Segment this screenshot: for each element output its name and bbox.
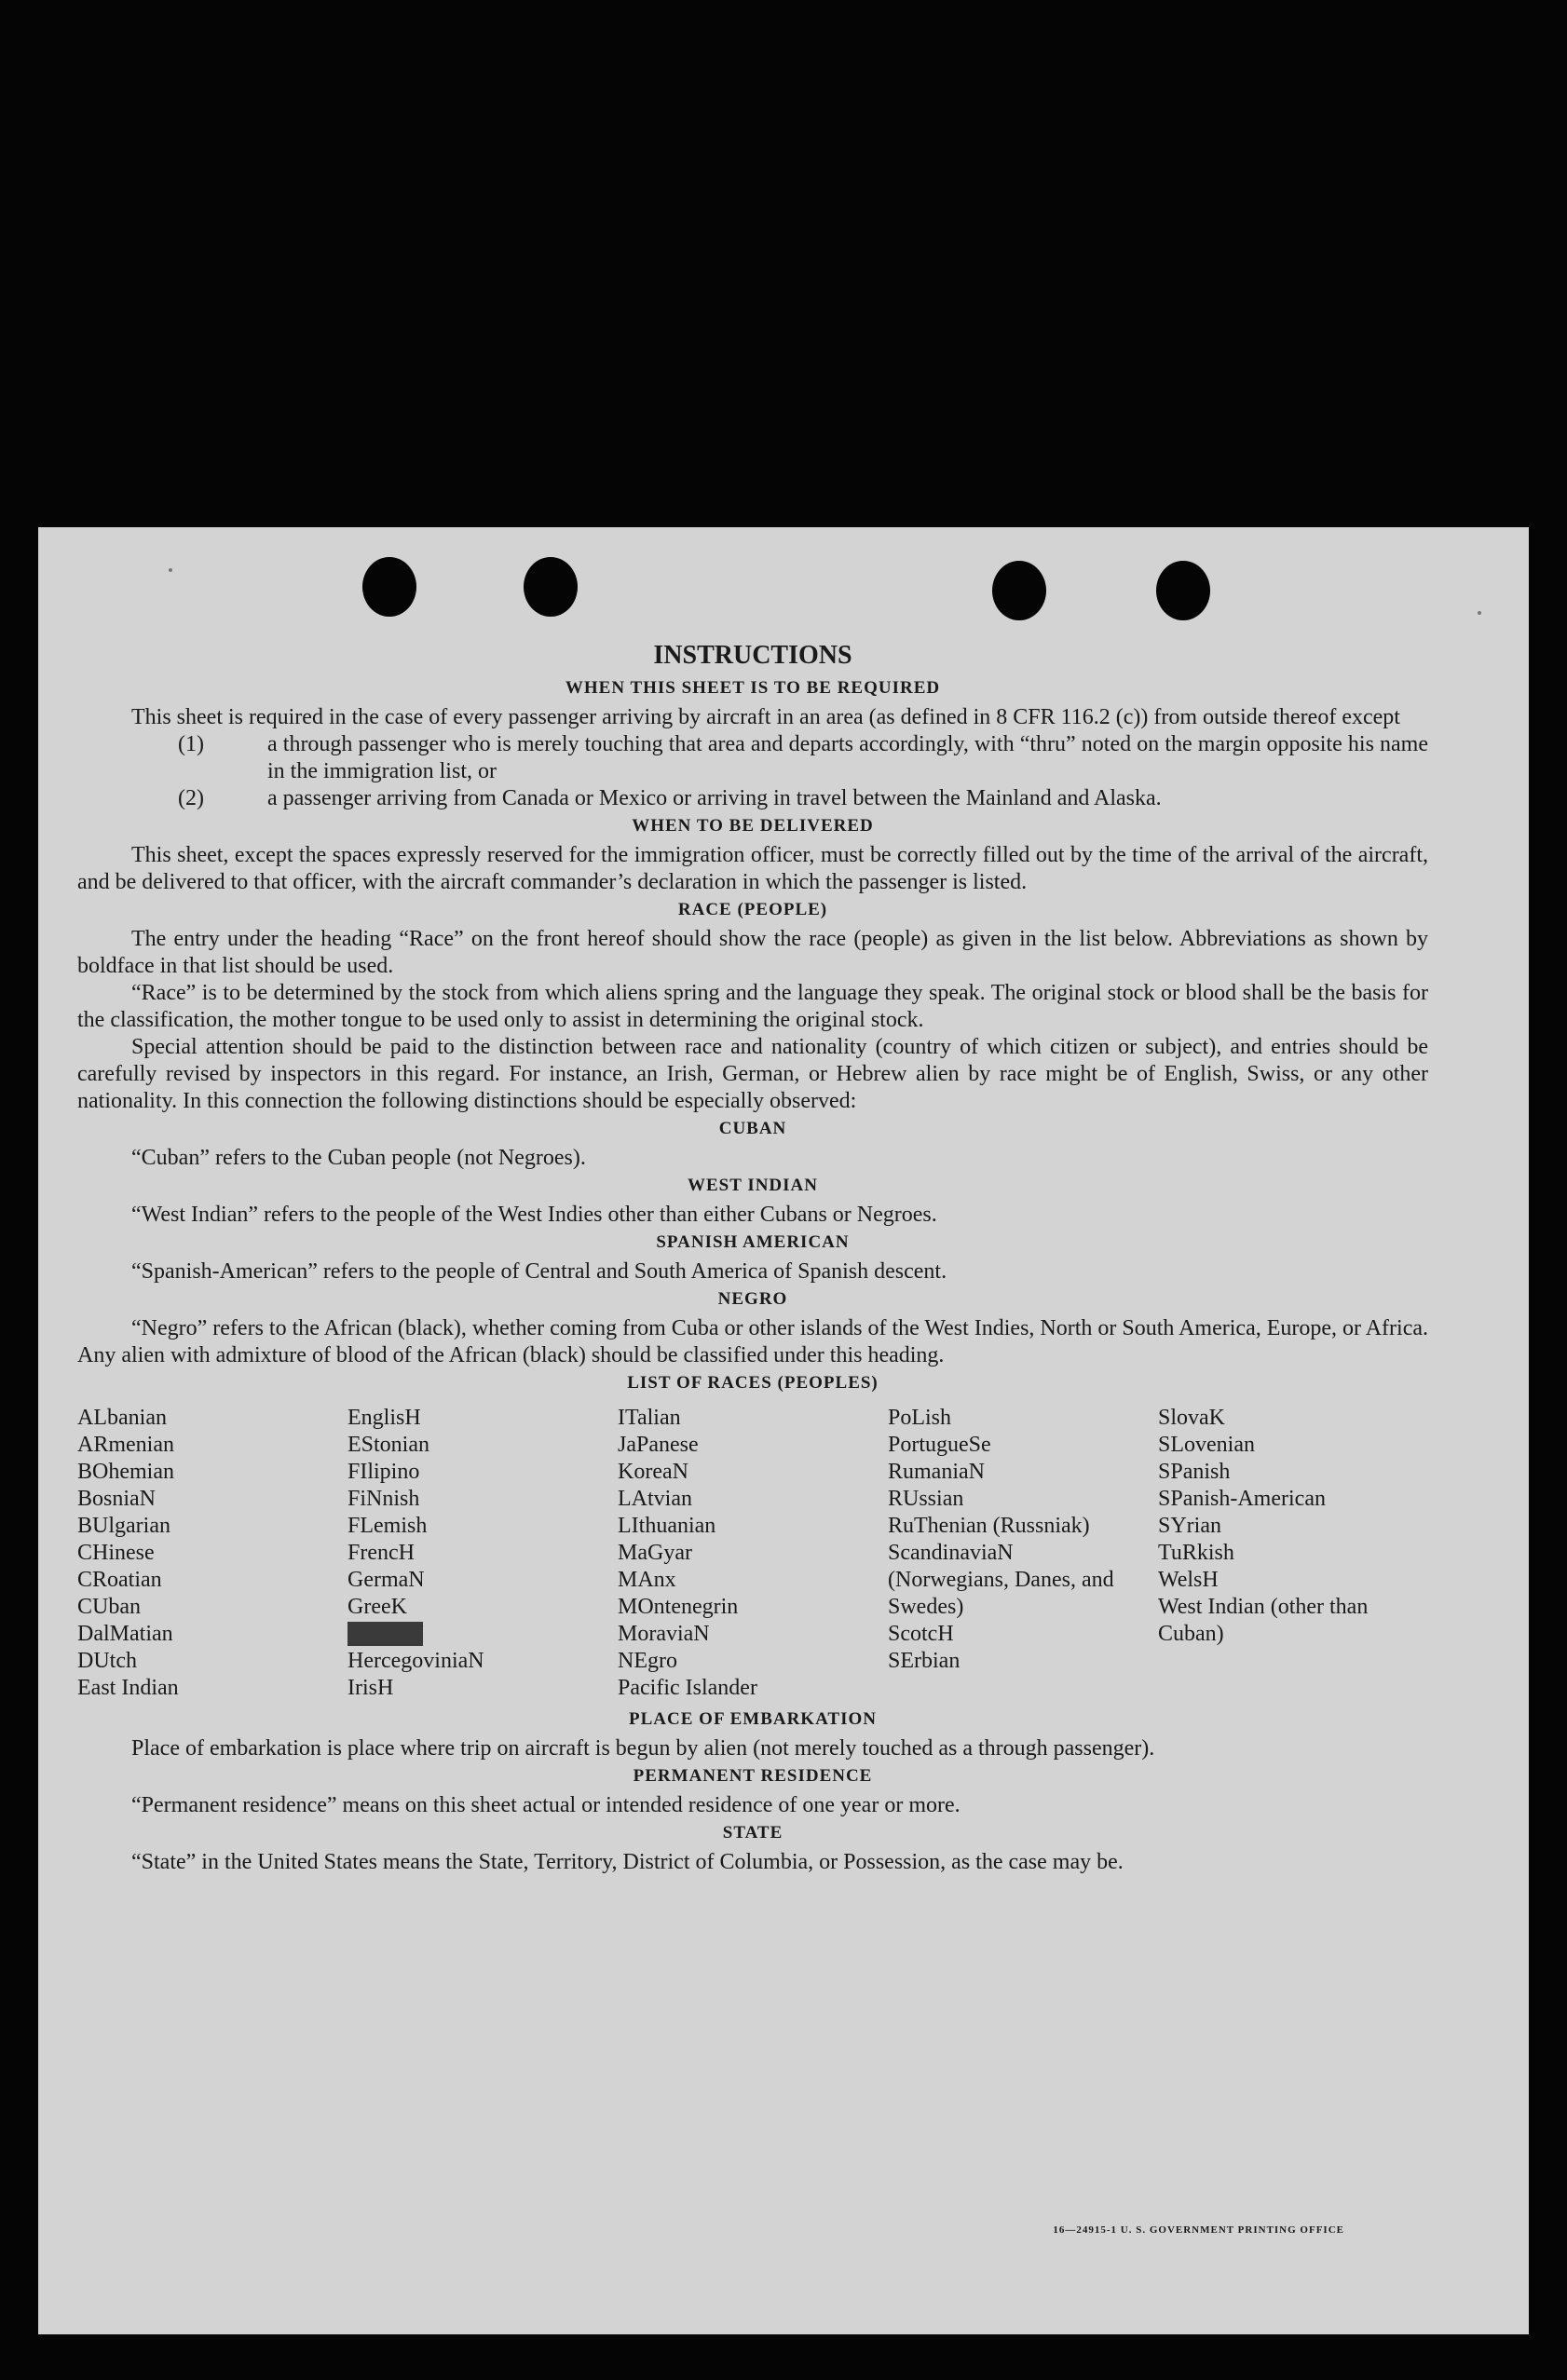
race-entry: MaGyar: [618, 1541, 692, 1565]
race-entry: Pacific Islander: [618, 1676, 757, 1700]
race-entry: West Indian (other than Cuban): [1158, 1595, 1369, 1646]
race-entry: IrisH: [347, 1676, 394, 1700]
cuban-text: “Cuban” refers to the Cuban people (not Negroes).: [131, 1146, 586, 1170]
race-entry-redacted: HebreW: [347, 1622, 424, 1646]
race-entry: SPanish-American: [1158, 1487, 1326, 1511]
print-code: 16—24915-1 U. S. GOVERNMENT PRINTING OFFICE: [1053, 2224, 1344, 2236]
race-entry: EStonian: [347, 1433, 429, 1457]
race-entry: KoreaN: [618, 1460, 688, 1484]
embarkation-text: Place of embarkation is place where trip on aircraft is begun by alien (not merely touched as a through passenger).: [131, 1736, 1155, 1761]
race-paragraph-1: The entry under the heading “Race” on the front hereof should show the race (people) as given in the list below. Abbreviations as shown by boldface in that list should be used.: [77, 927, 1428, 978]
heading-state: STATE: [722, 1823, 784, 1843]
item-number: (2): [178, 786, 204, 810]
punch-hole: [992, 561, 1046, 620]
race-entry: SlovaK: [1158, 1406, 1225, 1430]
heading-list-of-races: LIST OF RACES (PEOPLES): [627, 1373, 879, 1393]
race-entry: SPanish: [1158, 1460, 1231, 1484]
exception-item-1: [77, 731, 1428, 785]
race-entry: East Indian: [77, 1676, 179, 1700]
when-delivered-text: This sheet, except the spaces expressly reserved for the immigration officer, must be correctly filled out by the time of the arrival of the aircraft, and be delivered to that officer, with the aircraft commander’s declaration in which the passenger is listed.: [77, 843, 1428, 894]
races-column-1: [77, 1405, 347, 1702]
race-entry: EnglisH: [347, 1406, 421, 1430]
race-paragraph-2: “Race” is to be determined by the stock from which aliens spring and the language they speak. The original stock or blood shall be the basis for the classification, the mother tongue to be used only to assist in determining the original stock.: [77, 981, 1428, 1032]
race-entry: PoLish: [888, 1406, 952, 1430]
races-column-4: [888, 1405, 1158, 1702]
west-indian-text: “West Indian” refers to the people of the West Indies other than either Cubans or Negroes.: [131, 1203, 937, 1227]
race-entry: FiNnish: [347, 1487, 420, 1511]
speck: [169, 568, 172, 572]
race-entry: HercegoviniaN: [347, 1649, 484, 1673]
races-list: [77, 1405, 1428, 1702]
punch-hole: [524, 557, 578, 617]
item-text: a passenger arriving from Canada or Mexico or arriving in travel between the Mainland and Alaska.: [267, 786, 1162, 810]
exception-item-2: [77, 785, 1428, 812]
heading-race: RACE (PEOPLE): [677, 900, 828, 919]
residence-text: “Permanent residence” means on this sheet actual or intended residence of one year or more.: [131, 1793, 961, 1817]
race-entry: LIthuanian: [618, 1514, 716, 1538]
race-entry: SErbian: [888, 1649, 961, 1673]
state-text: “State” in the United States means the State, Territory, District of Columbia, or Possession, as the case may be.: [131, 1850, 1124, 1874]
race-entry: FrencH: [347, 1541, 415, 1565]
punch-hole: [1156, 561, 1210, 620]
race-entry: DUtch: [77, 1649, 137, 1673]
negro-text: “Negro” refers to the African (black), whether coming from Cuba or other islands of the West Indies, North or South America, Europe, or Africa. Any alien with admixture of blood of the African (black) should be classified under this heading.: [77, 1316, 1428, 1367]
heading-when-delivered: WHEN TO BE DELIVERED: [632, 816, 874, 836]
when-required-intro: This sheet is required in the case of every passenger arriving by aircraft in an area (as defined in 8 CFR 116.2 (c)) from outside thereof except: [131, 705, 1400, 729]
heading-cuban: CUBAN: [718, 1119, 787, 1138]
race-entry: ScandinaviaN (Norwegians, Danes, and Swedes): [888, 1541, 1114, 1619]
race-entry: CUban: [77, 1595, 141, 1619]
race-entry: TuRkish: [1158, 1541, 1234, 1565]
race-entry: RUssian: [888, 1487, 964, 1511]
race-entry: RuThenian (Russniak): [888, 1514, 1090, 1538]
race-paragraph-3: Special attention should be paid to the distinction between race and nationality (country of which citizen or subject), and entries should be carefully revised by inspectors in this regard. For instance, an Irish, German, or Hebrew alien by race might be of English, Swiss, or any other nationality. In this connection the following distinctions should be especially observed:: [77, 1035, 1428, 1113]
race-entry: LAtvian: [618, 1487, 692, 1511]
race-entry: ARmenian: [77, 1433, 174, 1457]
race-entry: SLovenian: [1158, 1433, 1255, 1457]
race-entry: ALbanian: [77, 1406, 167, 1430]
race-entry: RumaniaN: [888, 1460, 985, 1484]
page-title: INSTRUCTIONS: [653, 641, 852, 670]
heading-embarkation: PLACE OF EMBARKATION: [629, 1709, 877, 1729]
race-entry: PortugueSe: [888, 1433, 991, 1457]
race-entry: FLemish: [347, 1514, 428, 1538]
instructions-content: [77, 641, 1428, 1876]
heading-negro: NEGRO: [717, 1289, 788, 1309]
races-column-3: [618, 1405, 888, 1702]
heading-permanent-residence: PERMANENT RESIDENCE: [633, 1766, 873, 1786]
race-entry: GermaN: [347, 1568, 425, 1592]
race-entry: NEgro: [618, 1649, 677, 1673]
race-entry: CHinese: [77, 1541, 155, 1565]
document-sheet: [38, 527, 1529, 2334]
race-entry: BUlgarian: [77, 1514, 170, 1538]
race-entry: FIlipino: [347, 1460, 420, 1484]
race-entry: BOhemian: [77, 1460, 174, 1484]
race-entry: MOntenegrin: [618, 1595, 739, 1619]
race-entry: CRoatian: [77, 1568, 162, 1592]
item-number: (1): [178, 732, 204, 756]
races-column-5: [1158, 1405, 1428, 1702]
race-entry: BosniaN: [77, 1487, 156, 1511]
spanish-american-text: “Spanish-American” refers to the people of Central and South America of Spanish descent.: [131, 1259, 947, 1284]
race-entry: SYrian: [1158, 1514, 1221, 1538]
race-entry: DalMatian: [77, 1622, 173, 1646]
race-entry: WelsH: [1158, 1568, 1219, 1592]
heading-when-required: WHEN THIS SHEET IS TO BE REQUIRED: [565, 678, 941, 698]
race-entry: JaPanese: [618, 1433, 699, 1457]
race-entry: ITalian: [618, 1406, 681, 1430]
item-text: a through passenger who is merely touching that area and departs accordingly, with “thru” noted on the margin opposite his name in the immigration list, or: [267, 732, 1428, 783]
race-entry: MAnx: [618, 1568, 676, 1592]
punch-hole: [362, 557, 416, 617]
heading-spanish-american: SPANISH AMERICAN: [656, 1232, 850, 1252]
race-entry: ScotcH: [888, 1622, 954, 1646]
races-column-2: [347, 1405, 618, 1702]
speck: [1478, 611, 1481, 615]
race-entry: GreeK: [347, 1595, 407, 1619]
race-entry: MoraviaN: [618, 1622, 710, 1646]
heading-west-indian: WEST INDIAN: [688, 1176, 818, 1195]
